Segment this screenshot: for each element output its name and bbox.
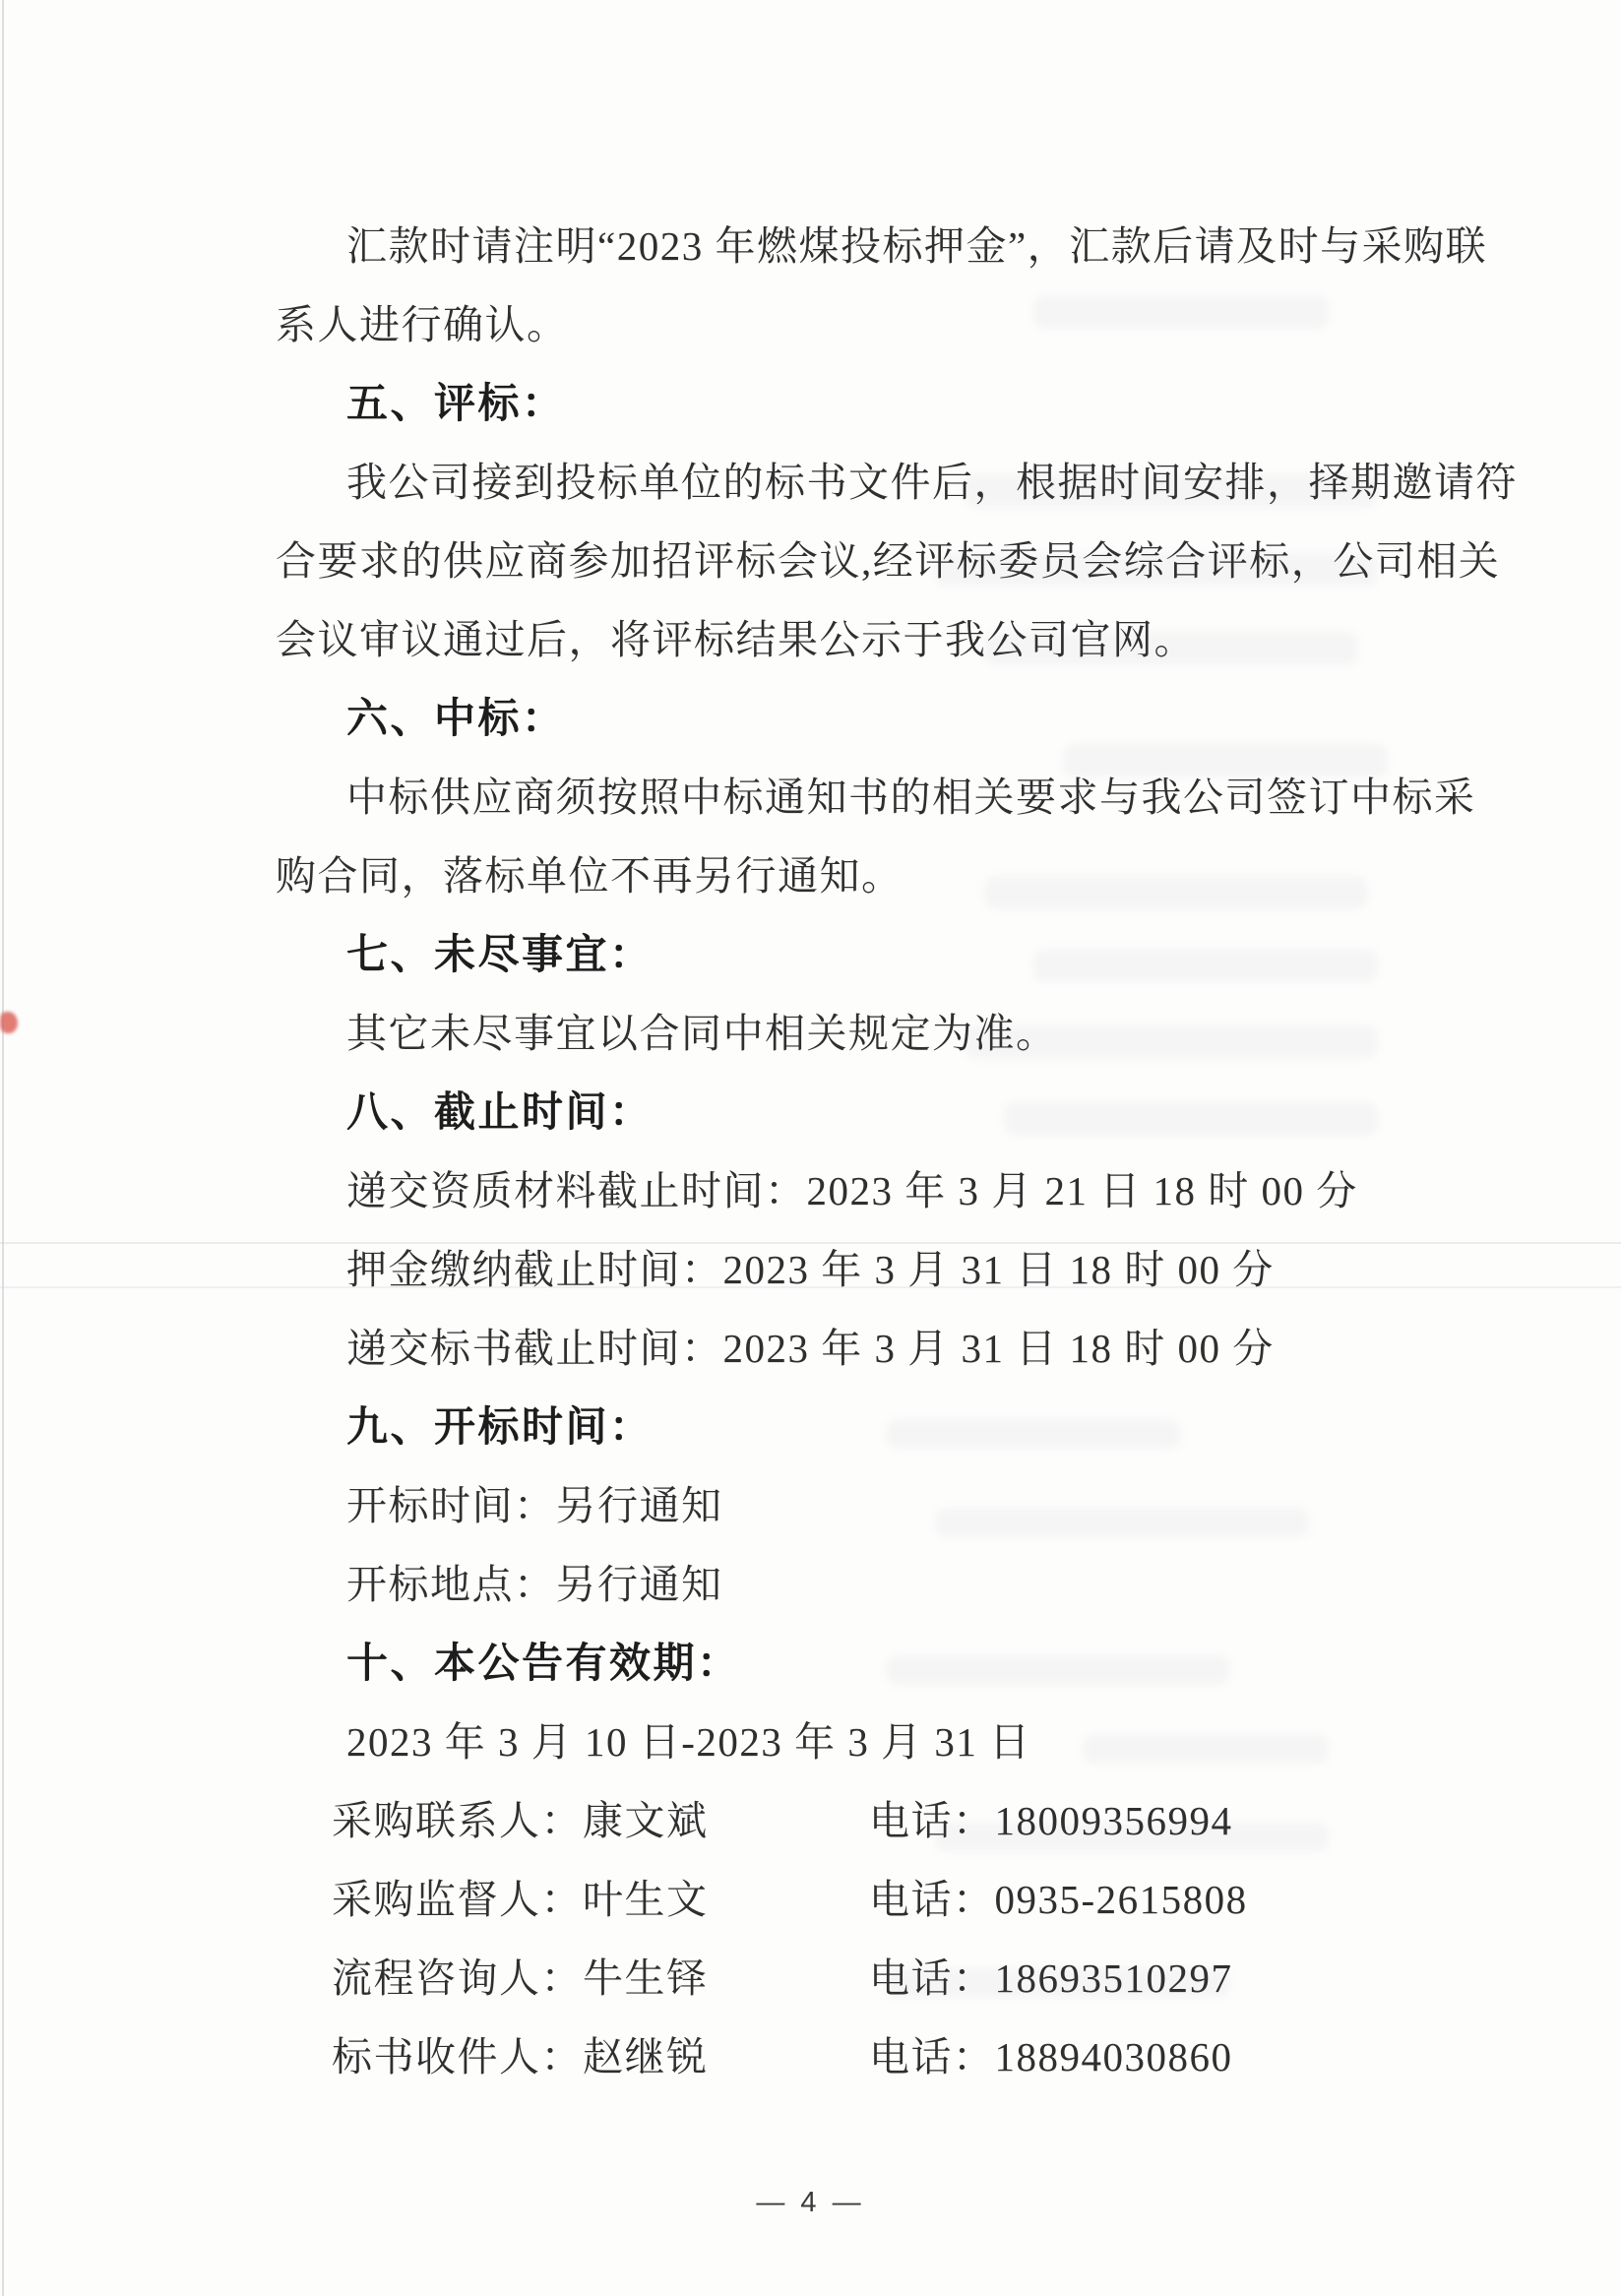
contact-phone: 电话：18894030860: [869, 2034, 1233, 2079]
bleed-through-smudge: [886, 1968, 1230, 1998]
bid-opening-place-line: 开标地点：另行通知: [346, 1562, 723, 1607]
paragraph-line: 购合同，落标单位不再另行通知。: [276, 853, 904, 899]
bleed-through-smudge: [1083, 1734, 1329, 1764]
red-ink-mark: [0, 1012, 18, 1033]
bleed-through-smudge: [1033, 295, 1329, 329]
validity-date-range: 2023 年 3 月 10 日-2023 年 3 月 31 日: [346, 1719, 1031, 1765]
paragraph-line: 汇款时请注明“2023 年燃煤投标押金”，汇款后请及时与采购联: [346, 223, 1488, 269]
bleed-through-smudge: [886, 1419, 1181, 1449]
deadline-line-deposit: 押金缴纳截止时间：2023 年 3 月 31 日 18 时 00 分: [346, 1247, 1275, 1292]
section-heading-deadlines: 八、截止时间：: [346, 1088, 654, 1135]
scan-seam-line: [0, 1242, 1621, 1244]
paragraph-line: 系人进行确认。: [276, 302, 569, 347]
deadline-line-bid-documents: 递交标书截止时间：2023 年 3 月 31 日 18 时 00 分: [346, 1326, 1275, 1371]
bleed-through-smudge: [984, 876, 1368, 909]
bleed-through-smudge: [935, 1508, 1309, 1537]
contact-name: 流程咨询人：牛生铎: [332, 1955, 709, 2001]
paragraph-line: 我公司接到投标单位的标书文件后，根据时间安排，择期邀请符: [346, 460, 1518, 505]
bleed-through-smudge: [1033, 949, 1378, 982]
paragraph-line: 合要求的供应商参加招评标会议,经评标委员会综合评标，公司相关: [276, 538, 1501, 584]
contact-name: 采购联系人：康文斌: [332, 1798, 709, 1843]
paragraph-line: 其它未尽事宜以合同中相关规定为准。: [346, 1011, 1058, 1056]
page-edge-shadow: [2, 0, 4, 2296]
bleed-through-smudge: [1063, 744, 1388, 777]
bleed-through-smudge: [935, 553, 1378, 587]
contact-row-bid-recipient: [276, 2017, 1403, 2096]
deadline-line-qualification: 递交资质材料截止时间：2023 年 3 月 21 日 18 时 00 分: [346, 1168, 1358, 1213]
bleed-through-smudge: [965, 1025, 1378, 1059]
contact-phone: 电话：18693510297: [869, 1955, 1233, 2001]
bleed-through-smudge: [1004, 1102, 1378, 1136]
section-heading-misc: 七、未尽事宜：: [346, 931, 654, 977]
paragraph-line: 中标供应商须按照中标通知书的相关要求与我公司签订中标采: [346, 775, 1476, 820]
section-heading-validity: 十、本公告有效期：: [346, 1640, 741, 1686]
page-number: — 4 —: [756, 2187, 865, 2218]
contact-row-process-consultant: [276, 1939, 1403, 2017]
contact-name: 采购监督人：叶生文: [332, 1877, 709, 1922]
scan-seam-line: [0, 1286, 1621, 1288]
section-heading-evaluation: 五、评标：: [346, 380, 566, 426]
contact-phone: 电话：0935-2615808: [869, 1877, 1248, 1922]
section-heading-bid-opening: 九、开标时间：: [346, 1403, 654, 1450]
contact-row-purchase-supervisor: [276, 1860, 1403, 1939]
bid-opening-time-line: 开标时间：另行通知: [346, 1483, 723, 1528]
bleed-through-smudge: [935, 1823, 1329, 1852]
bleed-through-smudge: [984, 632, 1358, 665]
contact-name: 标书收件人：赵继锐: [332, 2034, 709, 2079]
bleed-through-smudge: [965, 474, 1378, 508]
section-heading-award: 六、中标：: [346, 695, 566, 741]
paragraph-line: 会议审议通过后，将评标结果公示于我公司官网。: [276, 617, 1196, 662]
contact-phone: 电话：18009356994: [869, 1798, 1233, 1843]
bleed-through-smudge: [886, 1655, 1230, 1685]
